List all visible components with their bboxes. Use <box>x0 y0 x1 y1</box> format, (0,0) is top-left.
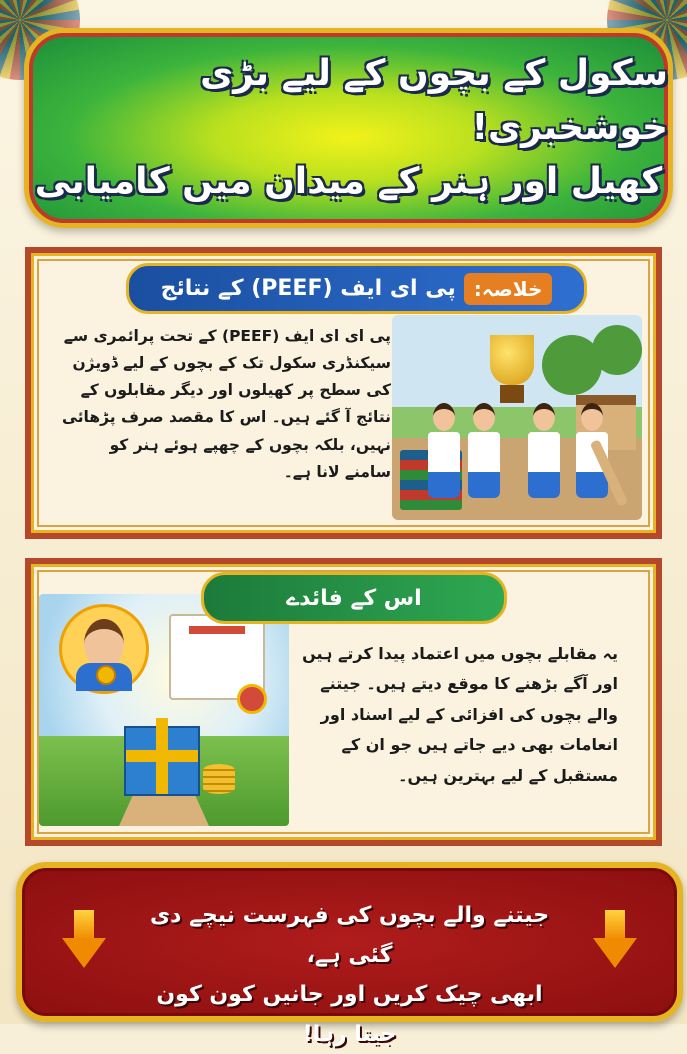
child-avatar-icon <box>59 604 149 694</box>
banner-line-1: جیتنے والے بچوں کی فہرست نیچے دی گئی ہے، <box>149 903 550 968</box>
summary-header <box>126 263 587 314</box>
title-banner <box>24 28 673 228</box>
summary-heading: پی ای ایف (PEEF) کے نتائج <box>160 276 456 301</box>
rewards-illustration <box>39 594 289 826</box>
arrow-down-icon <box>593 910 637 968</box>
title-line-2: کھیل اور ہنر کے میدان میں کامیابی <box>34 161 663 202</box>
title-line-1: سکول کے بچوں کے لیے بڑی خوشخبری! <box>200 53 668 148</box>
student-girl-icon <box>468 403 500 498</box>
gift-box-icon <box>124 726 200 796</box>
students-trophy-illustration <box>392 315 642 520</box>
student-boy-icon <box>528 403 560 498</box>
tree-icon <box>592 325 642 375</box>
trophy-base-icon <box>500 385 524 403</box>
benefits-paragraph: یہ مقابلے بچوں میں اعتماد پیدا کرتے ہیں اور آگے بڑھنے کا موقع دیتے ہیں۔ جیتنے والے بچوں کی افزائی کے لیے اسناد اور انعامات بھی دیے جاتے ہیں جو ان کے مستقبل کے لیے بہترین ہیں۔ <box>302 644 618 785</box>
banner-text <box>142 896 557 1054</box>
benefits-header <box>201 572 507 624</box>
arrow-down-icon <box>62 910 106 968</box>
trophy-icon <box>490 335 534 385</box>
summary-label: خلاصہ: <box>464 273 553 305</box>
student-girl-icon <box>428 403 460 498</box>
medal-icon <box>96 665 116 685</box>
summary-section <box>25 247 662 539</box>
winners-list-banner <box>16 862 683 1047</box>
banner-line-2: ابھی چیک کریں اور جانیں کون کون جیتا رہا! <box>156 982 543 1047</box>
ribbon-seal-icon <box>237 684 267 714</box>
benefits-heading: اس کے فائدے <box>286 585 422 611</box>
coins-icon <box>203 764 235 794</box>
summary-paragraph: پی ای ای ایف (PEEF) کے تحت پرائمری سے سیکنڈری سکول تک کے بچوں کے لیے ڈویژن کی سطح پر کھیلوں اور دیگر مقابلوں کے نتائج آ گئے ہیں۔ اس کا مقصد صرف پڑھائی نہیں، بلکہ بچوں کے چھپے ہوئے ہنر کو سامنے لانا ہے۔ <box>62 327 391 481</box>
benefits-section <box>25 558 662 846</box>
